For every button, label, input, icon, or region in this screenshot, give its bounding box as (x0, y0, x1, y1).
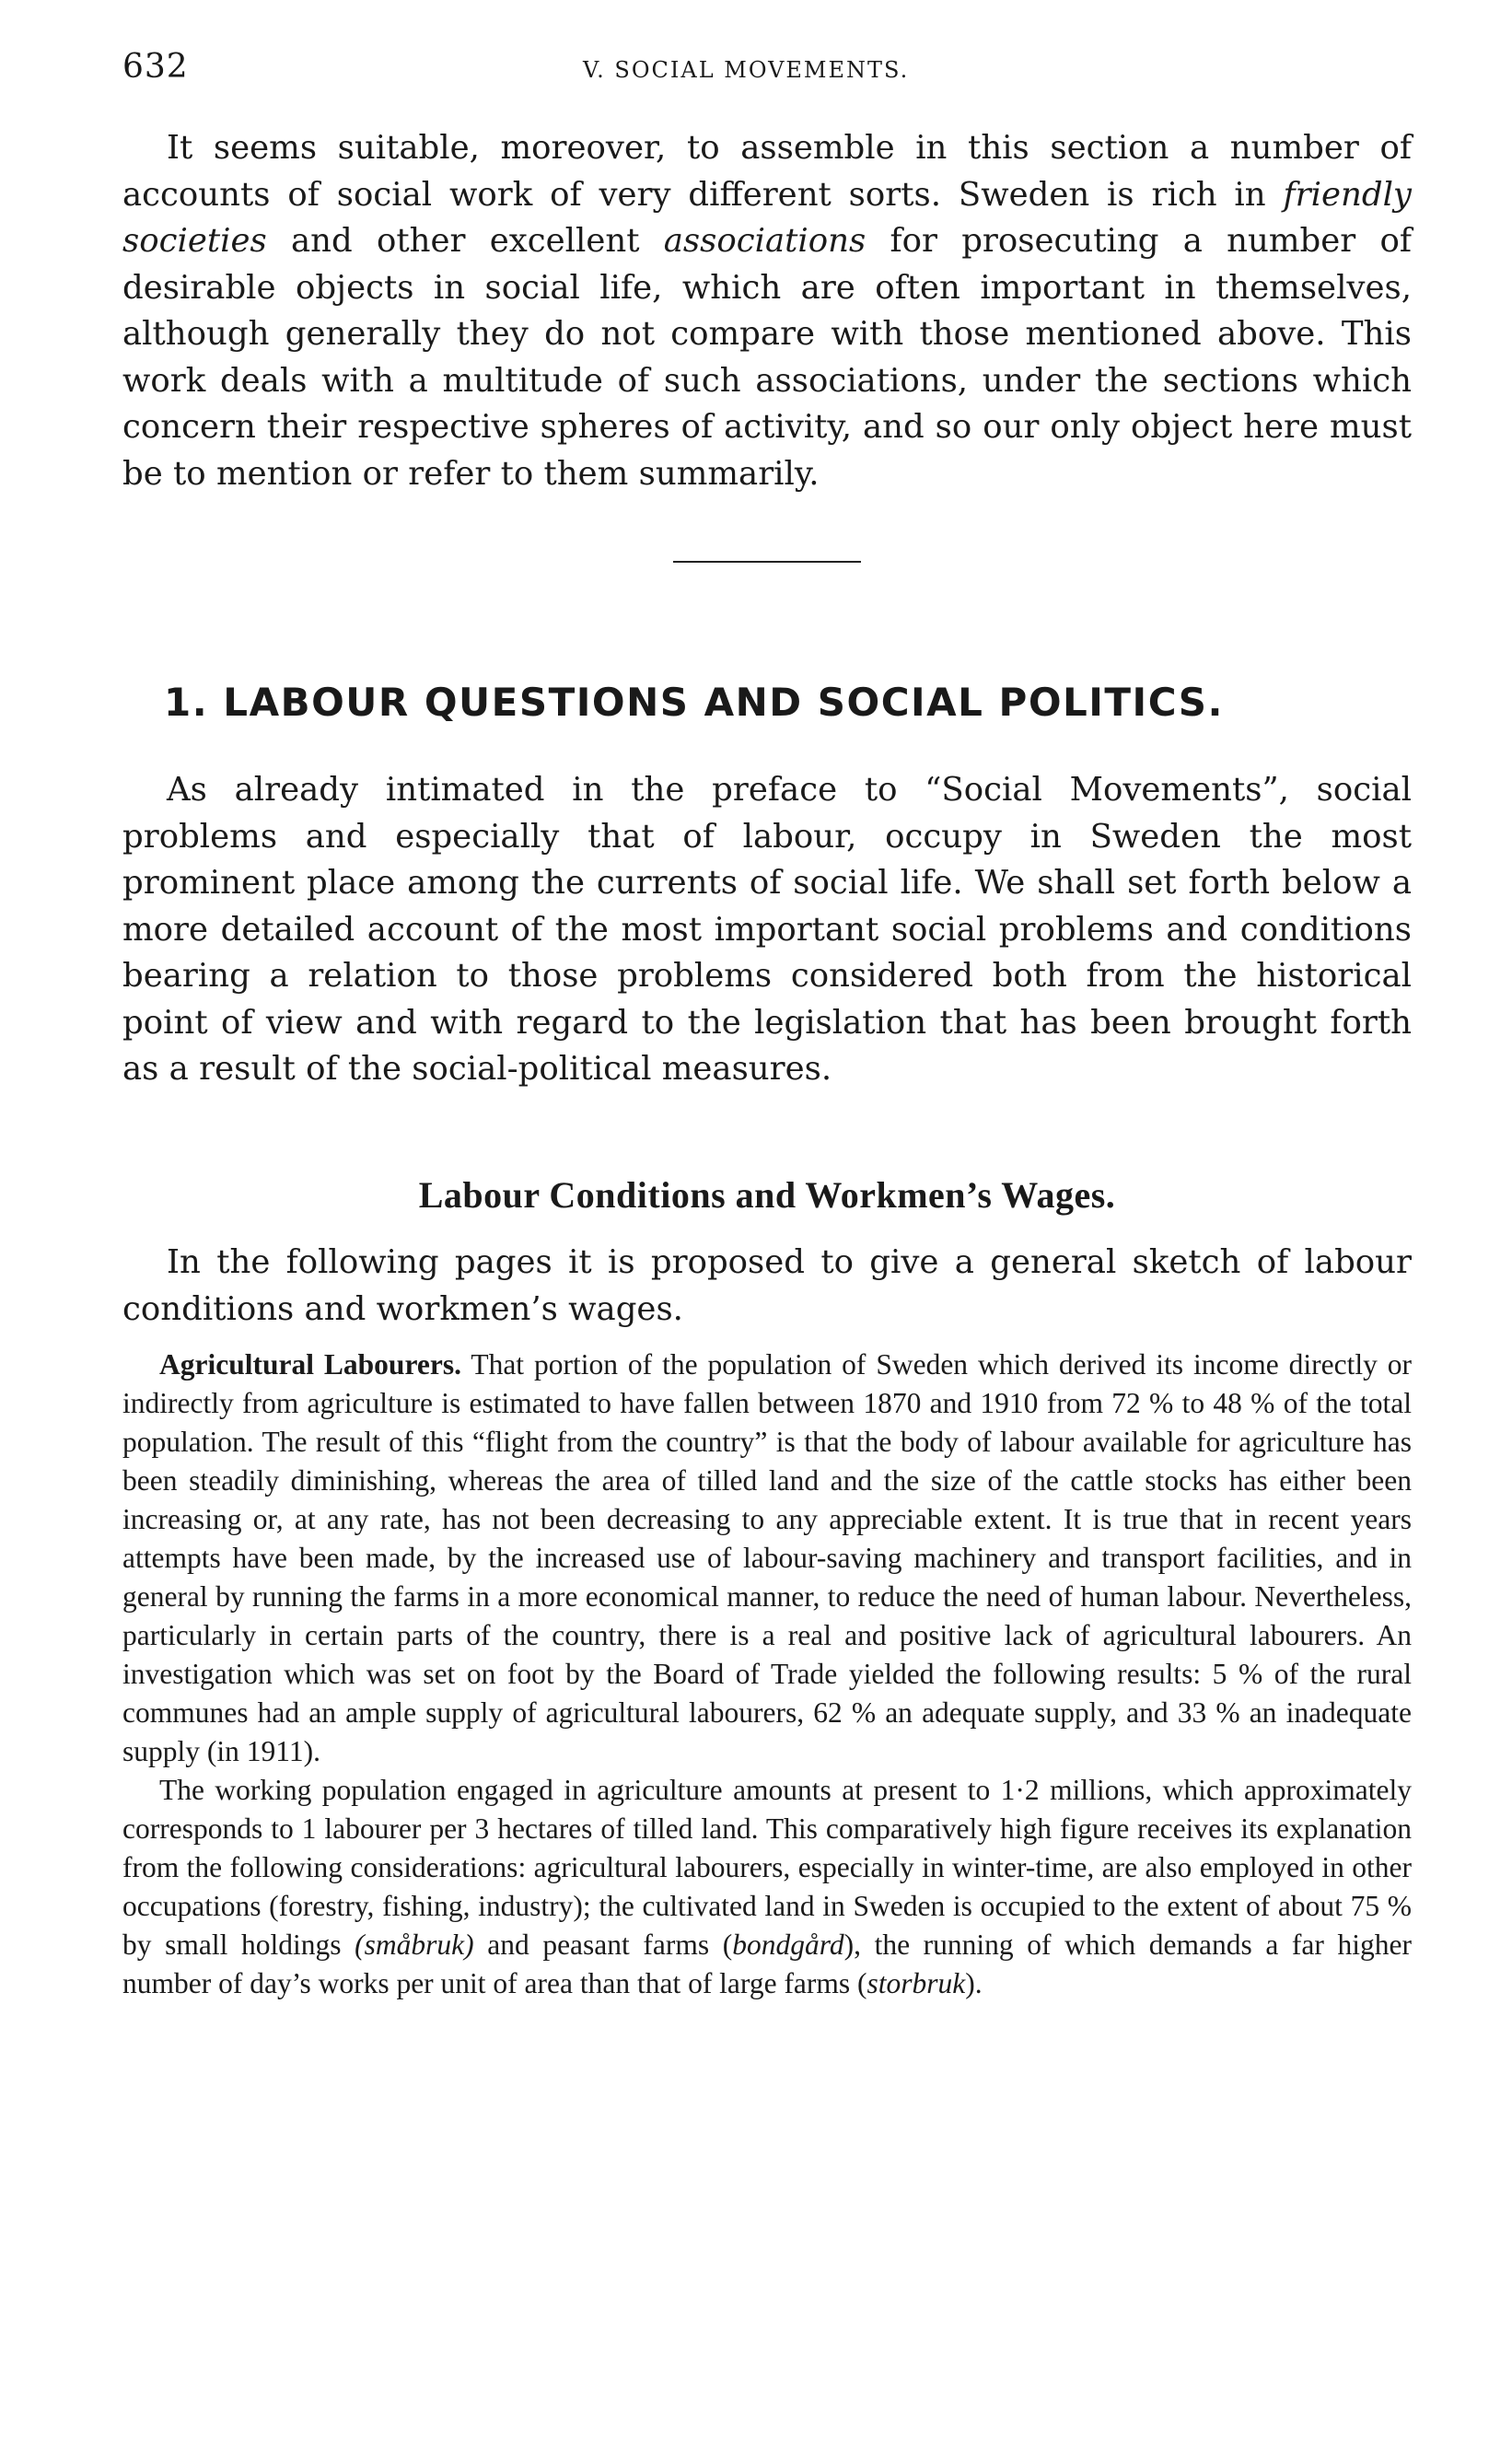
subsection-heading: Labour Conditions and Workmen’s Wages. (418, 1174, 1116, 1216)
intro-block (122, 125, 1412, 497)
term-smabruk: (småbruk) (355, 1928, 474, 1961)
page-number: 632 (122, 48, 189, 86)
running-header (122, 48, 1412, 94)
intro-emphasis-friendly-societies: friendly societies (122, 175, 1412, 260)
runin-heading: Agricultural Labourers. (159, 1348, 461, 1381)
agricultural-text-2a: The working population engaged in agriculture amounts at present to 1·2 millions, which approximately corresponds to 1 labourer per 3 hectares of tilled land. This comparatively high figure receives its explanation from the following considerations: agricultural labourers, especially in winter-time, are also employed in other occupations (forestry, fishing, industry); the cultivated land in Sweden is occupied to the extent of about 75 % by small holdings (122, 1774, 1412, 1961)
intro-text-2: and other excellent (266, 222, 664, 260)
intro-text-3: for prosecuting a number of desirable objects in social life, which are often important in themselves, although generally they do not compare with those mentioned above. This work deals with a multitude of such associations, under the sections which concern their respective spheres of activity, and so our only object here must be to mention or refer to them summarily. (122, 222, 1412, 493)
intro-text-1: It seems suitable, moreover, to assemble in this section a number of accounts of social work of very different sorts. Sweden is rich in (122, 129, 1412, 214)
subsection-intro: In the following pages it is proposed to give a general sketch of labour conditions and workmen’s wages. (122, 1243, 1412, 1328)
agricultural-text-2c: ), the running of which demands a far higher number of day’s works per unit of area than that of large farms ( (122, 1928, 1412, 1999)
agricultural-paragraph-1 (122, 1346, 1412, 1771)
term-bondgard: bondgård (732, 1928, 844, 1961)
agricultural-text-1: That portion of the population of Sweden which derived its income directly or indirectly from agriculture is estimated to have fallen between 1870 and 1910 from 72 % to 48 % of the total population. The result of this “flight from the country” is that the body of labour available for agriculture has been steadily diminishing, whereas the area of tilled land and the size of the cattle stocks has either been increasing or, at any rate, has not been decreasing to any appreciable extent. It is true that in recent years attempts have been made, by the increased use of labour-saving machinery and transport facilities, and in general by running the farms in a more economical manner, to reduce the need of human labour. Nevertheless, particularly in certain parts of the country, there is a real and positive lack of agricultural labourers. An investigation which was set on foot by the Board of Trade yielded the following results: 5 % of the rural communes had an ample supply of agricultural labourers, 62 % an adequate supply, and 33 % an inadequate supply (in 1911). (122, 1348, 1413, 1767)
agricultural-paragraph-2 (122, 1771, 1412, 2003)
section-heading: 1. LABOUR QUESTIONS AND SOCIAL POLITICS. (164, 680, 1224, 725)
section-divider (673, 561, 861, 563)
agricultural-text-2d: ). (965, 1967, 983, 1999)
intro-emphasis-associations: associations (663, 222, 866, 260)
term-storbruk: storbruk (866, 1967, 966, 1999)
subsection-intro-block (122, 1240, 1412, 1333)
running-title: V. SOCIAL MOVEMENTS. (583, 57, 910, 83)
agricultural-block (122, 1346, 1412, 2003)
agricultural-text-2b: and peasant farms ( (473, 1928, 733, 1961)
intro-paragraph (122, 125, 1412, 497)
section-block (122, 767, 1412, 1093)
section-paragraph: As already intimated in the preface to “Social Movements”, social problems and especially that of labour, occupy in Sweden the most prominent place among the currents of social life. We shall set forth below a more detailed account of the most important social problems and conditions bearing a relation to those problems considered both from the historical point of view and with regard to the legislation that has been brought forth as a result of the social-political measures. (122, 771, 1412, 1088)
